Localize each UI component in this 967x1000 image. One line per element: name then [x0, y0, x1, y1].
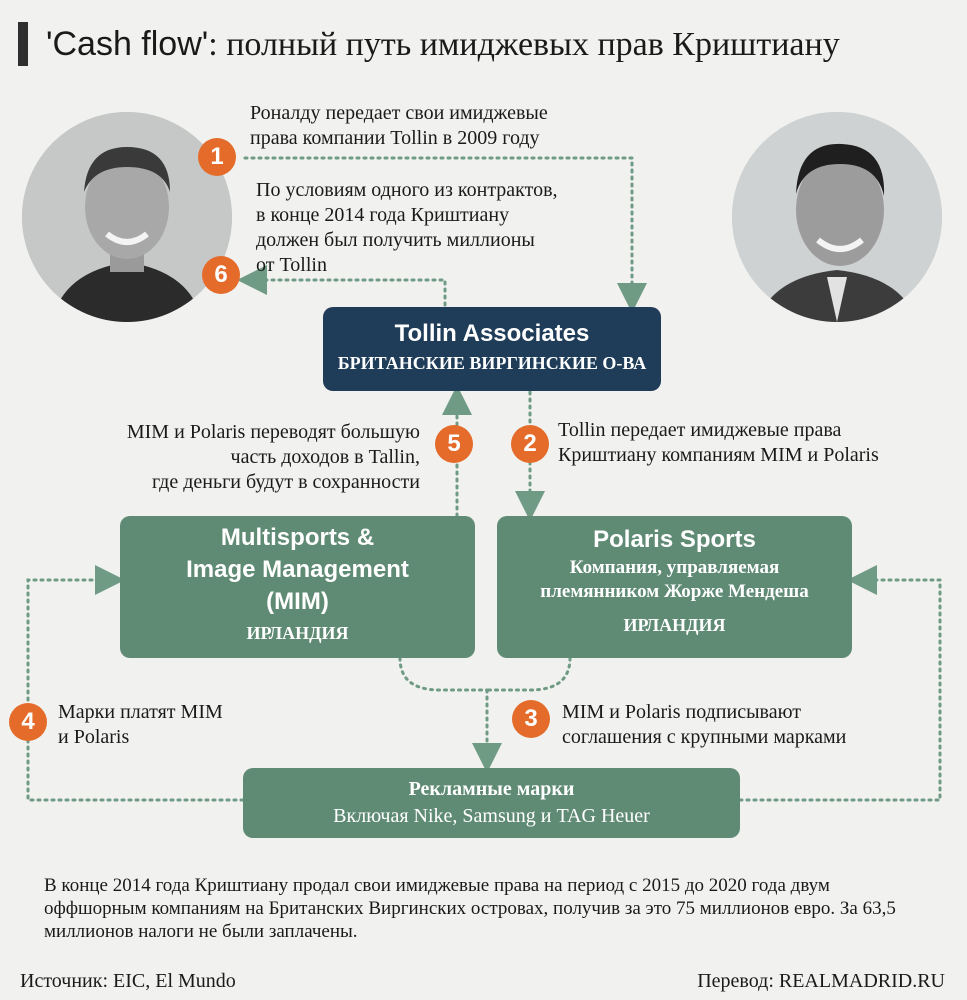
step6-text [256, 178, 558, 278]
tollin-location: БРИТАНСКИЕ ВИРГИНСКИЕ О-ВА [337, 353, 647, 373]
mim-name-2: Image Management [186, 556, 409, 583]
step6-line1: По условиям одного из контрактов, [256, 179, 558, 201]
badge-step6: 6 [202, 256, 240, 294]
step4-line2: и Polaris [58, 726, 130, 748]
brands-name: Рекламные марки [408, 778, 575, 800]
arrow-polaris-brands [487, 658, 570, 690]
mim-name-1: Multisports & [220, 524, 375, 551]
polaris-box [497, 516, 852, 658]
tollin-name: Tollin Associates [394, 320, 590, 347]
step6-line3: должен был получить миллионы [256, 229, 535, 251]
arrow-step6 [252, 280, 445, 305]
step5-line3: где деньги будут в сохранности [151, 471, 420, 493]
step2-text [558, 418, 879, 468]
credit: Перевод: REALMADRID.RU [697, 970, 945, 992]
step5-text [80, 420, 420, 495]
step3-text [562, 700, 846, 750]
brands-box [243, 768, 740, 838]
step3-line1: MIM и Polaris подписывают [562, 701, 801, 723]
step1-text [250, 101, 548, 151]
badge-step2: 2 [511, 425, 549, 463]
step2-line2: Криштиану компаниям MIM и Polaris [558, 444, 879, 466]
brands-desc: Включая Nike, Samsung и TAG Heuer [333, 805, 650, 827]
badge-step4: 4 [9, 703, 47, 741]
footnote: В конце 2014 года Криштиану продал свои имиджевые права на период с 2015 до 2020 года двум оффшорным компаниям на Британских Виргинских островах, получив за это 75 миллионов евро. За 63,5 миллионов налоги не были заплачены. [44, 875, 896, 942]
step5-line1: MIM и Polaris переводят большую [126, 421, 420, 443]
step4-line1: Марки платят MIM [58, 701, 223, 723]
step3-line2: соглашения с крупными марками [562, 726, 847, 748]
step1-line2: права компании Tollin в 2009 году [250, 127, 540, 149]
step5-line2: часть доходов в Tallin, [230, 446, 420, 468]
polaris-desc-1: Компания, управляемая [569, 557, 780, 578]
mim-name-3: (MIM) [266, 588, 329, 615]
source: Источник: EIC, El Mundo [20, 970, 236, 992]
tollin-box [323, 307, 661, 391]
step6-line4: от Tollin [256, 254, 327, 276]
mim-location: ИРЛАНДИЯ [246, 623, 349, 643]
step1-line1: Роналду передает свои имиджевые [250, 102, 548, 124]
step2-line1: Tollin передает имиджевые права [558, 419, 842, 441]
polaris-location: ИРЛАНДИЯ [623, 615, 726, 635]
badge-step5: 5 [435, 425, 473, 463]
step4-text [58, 700, 223, 750]
step6-line2: в конце 2014 года Криштиану [256, 204, 510, 226]
title-quoted: 'Cash flow' [46, 25, 209, 63]
polaris-desc-2: племянником Жорже Мендеша [540, 581, 809, 602]
mim-box [120, 516, 475, 658]
title-rest: : полный путь имиджевых прав Криштиану [208, 26, 840, 63]
badge-step1: 1 [198, 138, 236, 176]
arrow-mim-brands [400, 658, 487, 690]
polaris-name: Polaris Sports [593, 526, 756, 553]
badge-step3: 3 [512, 700, 550, 738]
